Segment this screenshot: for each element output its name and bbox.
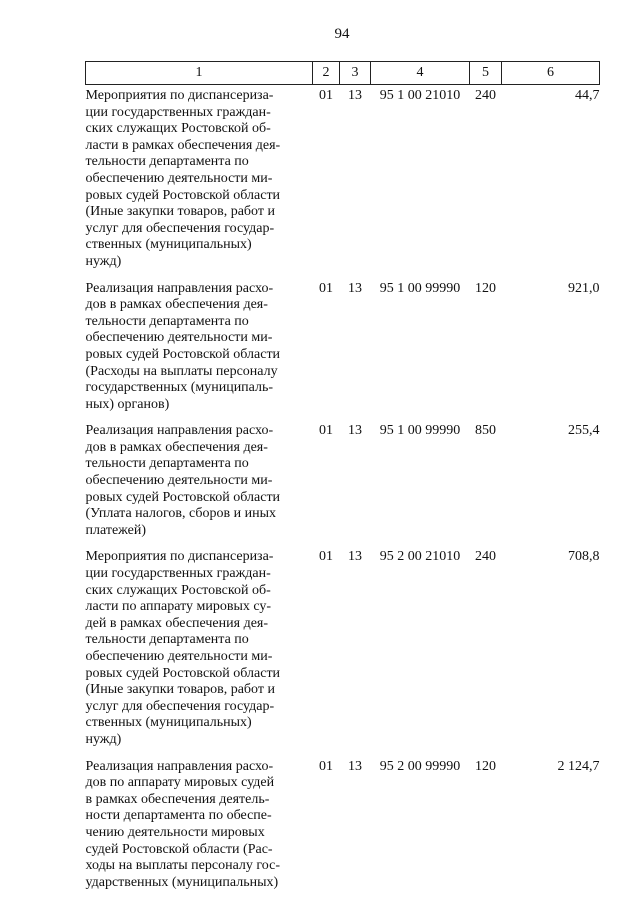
table-row	[86, 85, 600, 278]
target-article-code: 95 2 00 21010	[379, 549, 461, 565]
col-header-3: 3	[340, 62, 371, 85]
subsection-code: 13	[348, 758, 362, 774]
page-number: 94	[334, 26, 350, 42]
col-header-2: 2	[313, 62, 340, 85]
expense-name: Реализация направления расхо- дов в рамках обеспечения дея- тельности департамента по обеспечению деятельности ми- ровых судей Ростовской области (Уплата налогов, сборов и иных платежей)	[85, 423, 281, 538]
expense-type-code: 240	[475, 549, 496, 565]
subsection-code: 13	[348, 549, 362, 565]
expense-type-code: 850	[475, 423, 496, 439]
subsection-code: 13	[348, 280, 362, 296]
section-code: 01	[319, 280, 333, 296]
budget-table	[85, 61, 600, 898]
sum-value: 44,7	[575, 88, 600, 103]
expense-name: Мероприятия по диспансериза- ции государственных граждан- ских служащих Ростовской об- ласти по аппарату мировых су- дей в рамках обеспечения дея- тельности департамента по обеспечению деятельности ми- ровых судей Ростовской области (Иные закупки товаров, работ и услуг для обеспечения государ- ственных (муниципальных) нужд)	[85, 549, 281, 747]
target-article-code: 95 1 00 99990	[379, 280, 461, 296]
col-header-4: 4	[371, 62, 470, 85]
column-number-header-row	[86, 62, 600, 85]
sum-value: 708,8	[568, 549, 600, 565]
section-code: 01	[319, 549, 333, 565]
table-row	[86, 756, 600, 899]
target-article-code: 95 2 00 99990	[379, 758, 461, 774]
table-row	[86, 546, 600, 755]
target-article-code: 95 1 00 99990	[379, 423, 461, 439]
col-header-6: 6	[502, 62, 600, 85]
expense-name: Реализация направления расхо- дов в рамках обеспечения дея- тельности департамента по обеспечению деятельности ми- ровых судей Ростовской области (Расходы на выплаты персоналу государственных (муниципаль- ных) органов)	[85, 280, 281, 412]
col-header-5: 5	[470, 62, 502, 85]
subsection-code: 13	[348, 88, 362, 103]
section-code: 01	[319, 423, 333, 439]
table-row	[86, 420, 600, 546]
sum-value: 921,0	[568, 280, 600, 296]
col-header-1: 1	[86, 62, 313, 85]
target-article-code: 95 1 00 21010	[379, 88, 461, 103]
section-code: 01	[319, 88, 333, 103]
expense-type-code: 240	[475, 88, 496, 103]
expense-name: Мероприятия по диспансериза- ции государственных граждан- ских служащих Ростовской об- ласти в рамках обеспечения дея- тельности департамента по обеспечению деятельности ми- ровых судей Ростовской области (Иные закупки товаров, работ и услуг для обеспечения государ- ственных (муниципальных) нужд)	[85, 88, 281, 269]
expense-type-code: 120	[475, 280, 496, 296]
sum-value: 2 124,7	[557, 758, 600, 774]
expense-name: Реализация направления расхо- дов по аппарату мировых судей в рамках обеспечения деятель- ности департамента по обеспе- чению деятельности мировых судей Ростовской области (Рас- ходы на выплаты персоналу гос- ударственных (муниципальных)	[85, 758, 281, 890]
subsection-code: 13	[348, 423, 362, 439]
table-row	[86, 278, 600, 421]
sum-value: 255,4	[568, 423, 600, 439]
section-code: 01	[319, 758, 333, 774]
expense-type-code: 120	[475, 758, 496, 774]
